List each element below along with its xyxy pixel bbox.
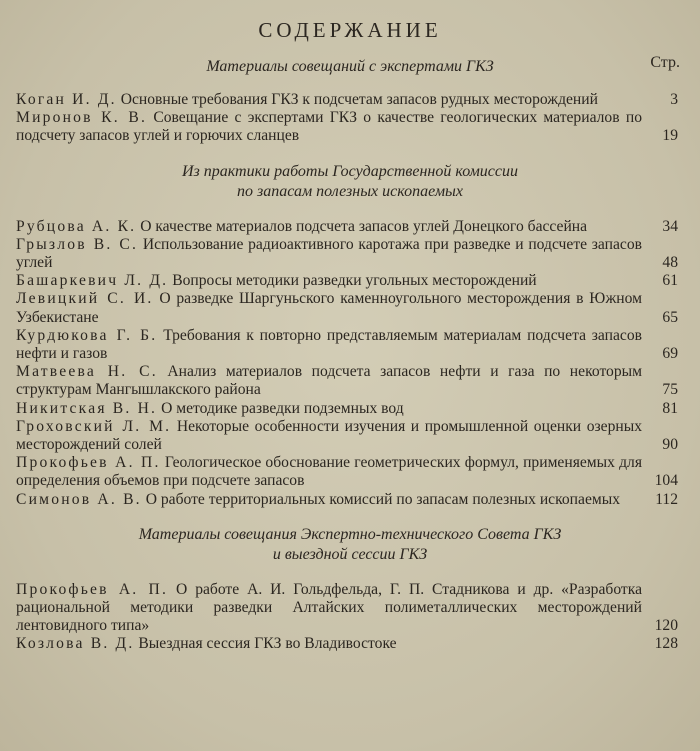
- entry-title: Требования к повторно представляемым материалам подсчета запасов нефти и газов: [16, 326, 642, 363]
- entry-author: Рубцова А. К.: [16, 217, 137, 235]
- section-heading-line-2: по запасам полезных ископаемых: [237, 182, 463, 200]
- toc-entry: [16, 635, 684, 653]
- entry-author: Симонов А. В.: [16, 490, 142, 508]
- toc-entry: [16, 272, 684, 290]
- entry-page: 120: [654, 617, 678, 635]
- entry-author: Левицкий С. И.: [16, 290, 154, 308]
- toc-entry: [16, 327, 684, 363]
- entry-author: Никитская В. Н.: [16, 399, 158, 417]
- toc-entry: [16, 236, 684, 272]
- section-1: [16, 57, 684, 146]
- toc-entry: [16, 400, 684, 418]
- entry-author: Козлова В. Д.: [16, 635, 135, 653]
- entry-author: Миронов К. В.: [16, 109, 148, 127]
- toc-entry: [16, 491, 684, 509]
- entry-title: Анализ материалов подсчета запасов нефти и газа по некоторым структурам Мангышлакского района: [16, 363, 642, 399]
- entry-page: 90: [662, 436, 678, 454]
- entry-page: 48: [662, 254, 678, 272]
- entry-author: Прокофьев А. П.: [16, 580, 169, 598]
- entry-author: Грызлов В. С.: [16, 235, 139, 253]
- entry-title: Вопросы методики разведки угольных месторождений: [172, 272, 537, 290]
- toc-entry: [16, 454, 684, 490]
- entry-title: Геологическое обоснование геометрических формул, применяемых для определения объемов при подсчете запасов: [16, 454, 643, 490]
- section-heading-line-1: Материалы совещания Экспертно-технического Совета ГКЗ: [138, 525, 562, 543]
- entry-title: Использование радиоактивного каротажа при разведке и подсчете запасов углей: [16, 235, 642, 272]
- section-heading-line-2: и выездной сессии ГКЗ: [272, 545, 428, 563]
- entry-author: Башаркевич Л. Д.: [16, 272, 169, 290]
- section-heading-line-1: Из практики работы Государственной комиссии: [181, 162, 518, 180]
- entry-page: 112: [655, 490, 678, 508]
- entry-title: Некоторые особенности изучения и промышленной оценки озерных месторождений солей: [16, 417, 642, 454]
- toc-entry: [16, 91, 684, 109]
- section-2: [16, 162, 684, 509]
- entry-page: 104: [654, 472, 678, 490]
- entry-title: Совещание с экспертами ГКЗ о качестве геологических материалов по подсчету запасов углей и горючих сланцев: [16, 109, 642, 145]
- toc-entry: [16, 218, 684, 236]
- entry-page: 19: [662, 127, 678, 145]
- toc-entry: [16, 363, 684, 399]
- entry-title: О работе территориальных комиссий по запасам полезных ископаемых: [145, 490, 621, 508]
- entry-title: О качестве материалов подсчета запасов углей Донецкого бассейна: [140, 217, 588, 235]
- entry-page: 128: [654, 635, 678, 653]
- entry-author: Матвеева Н. С.: [16, 363, 158, 381]
- entry-page: 69: [662, 345, 678, 363]
- entry-author: Курдюкова Г. Б.: [16, 326, 158, 344]
- entry-title: О разведке Шаргуньского каменноугольного месторождения в Южном Узбекистане: [16, 290, 642, 326]
- entry-title: Основные требования ГКЗ к подсчетам запасов рудных месторождений: [120, 91, 598, 108]
- entry-page: 3: [670, 91, 678, 108]
- toc-entry: [16, 290, 684, 326]
- entry-title: О работе А. И. Гольдфельда, Г. П. Стадникова и др. «Разработка рациональной методики разведки Алтайских полиметаллических месторождений лентовидного типа»: [16, 580, 643, 635]
- entry-page: 65: [662, 308, 678, 326]
- toc-entry: [16, 581, 684, 636]
- page-title: СОДЕРЖАНИЕ: [258, 18, 442, 42]
- entry-author: Гроховский Л. М.: [16, 417, 172, 435]
- entry-title: Выездная сессия ГКЗ во Владивостоке: [138, 635, 397, 653]
- section-3: [16, 525, 684, 654]
- entry-page: 81: [662, 399, 678, 417]
- entry-author: Прокофьев А. П.: [16, 454, 161, 472]
- entry-title: О методике разведки подземных вод: [161, 399, 404, 417]
- entry-page: 75: [662, 381, 678, 399]
- entry-author: Коган И. Д.: [16, 91, 117, 108]
- toc-entry: [16, 109, 684, 145]
- entry-page: 34: [662, 217, 678, 235]
- entry-page: 61: [662, 272, 678, 290]
- toc-entry: [16, 418, 684, 454]
- section-heading: Материалы совещаний с экспертами ГКЗ: [206, 58, 494, 75]
- page-column-label: Стр.: [650, 54, 680, 71]
